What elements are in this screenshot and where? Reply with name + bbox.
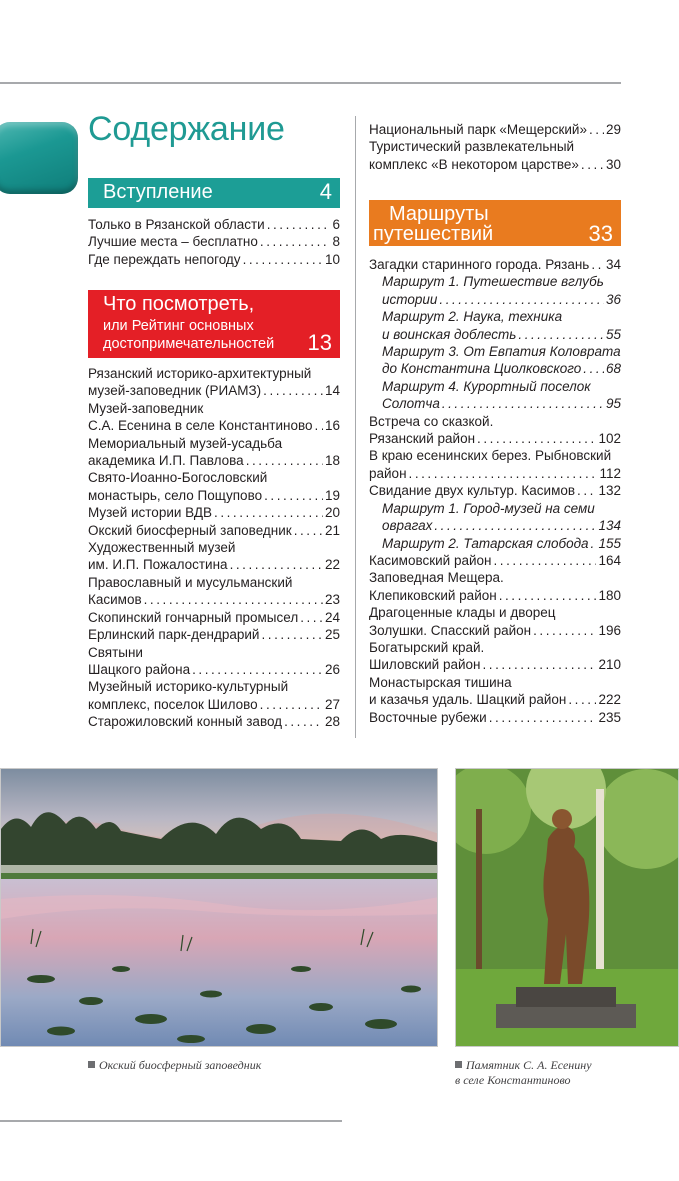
toc-list-routes (369, 256, 621, 726)
toc-page-number: 55 (605, 326, 621, 342)
toc-entry-title: оврагах (382, 518, 433, 534)
toc-page-number: 23 (324, 592, 340, 608)
section-page-number: 33 (588, 221, 613, 246)
toc-entry-title: Скопинский гончарный промысел (88, 609, 299, 625)
toc-entry-title: Только в Рязанской области (88, 217, 265, 232)
toc-page-number: 36 (605, 291, 621, 307)
toc-page-number: 68 (605, 361, 621, 377)
toc-page-number: 180 (598, 587, 621, 603)
toc-entry-title: им. И.П. Пожалостина (88, 557, 228, 573)
toc-leader-dots (577, 482, 596, 499)
toc-entry-title-line: Рязанский историко-архитектурный (88, 366, 312, 381)
caption-text: Окский биосферный заповедник (99, 1058, 262, 1072)
toc-entry[interactable] (88, 365, 340, 400)
toc-entry-title: Загадки старинного города. Рязань (369, 257, 590, 272)
toc-entry[interactable] (369, 500, 621, 535)
toc-entry-title: музей-заповедник (РИАМЗ) (88, 383, 262, 399)
section-header-routes[interactable] (369, 200, 621, 246)
toc-entry[interactable] (88, 522, 340, 539)
toc-leader-dots (589, 121, 604, 138)
toc-entry-title-line: Маршрут 1. Город-музей на семи (382, 500, 595, 516)
section-page-number: 13 (307, 330, 332, 355)
toc-page-number: 196 (598, 622, 621, 638)
toc-page-number: 24 (324, 609, 340, 625)
esenin-monument-photo (455, 768, 679, 1047)
toc-leader-dots (230, 556, 323, 573)
toc-page-number: 102 (598, 431, 621, 447)
toc-leader-dots (493, 552, 596, 569)
toc-entry-title-line: Монастырская тишина (369, 674, 512, 690)
toc-entry-title: до Константина Циолковского (382, 361, 582, 377)
toc-entry-title-line: Мемориальный музей-усадьба (88, 435, 283, 451)
section-subtitle-line: достопримечательностей (103, 336, 275, 352)
toc-page-number: 112 (599, 465, 621, 481)
toc-leader-dots (489, 709, 597, 726)
toc-entry[interactable] (369, 121, 621, 138)
toc-entry-title: Солотча (382, 396, 440, 412)
section-header-intro[interactable] (88, 178, 340, 208)
toc-entry-title: и казачья удаль. Шацкий район (369, 692, 567, 708)
toc-page-number: 155 (598, 535, 621, 551)
toc-page-number: 235 (598, 709, 621, 725)
toc-list-continued (369, 121, 621, 173)
toc-leader-dots (294, 522, 323, 539)
toc-entry[interactable] (88, 678, 340, 713)
toc-entry[interactable] (88, 216, 340, 233)
toc-leader-dots (439, 291, 604, 308)
section-title: Вступление (103, 181, 213, 203)
toc-entry-title: Национальный парк «Мещерский» (369, 122, 587, 137)
toc-entry-title: Золушки. Спасский район (369, 622, 532, 638)
toc-page-number: 210 (598, 657, 621, 673)
toc-entry[interactable] (369, 709, 621, 726)
toc-entry-title: Клепиковский район (369, 587, 497, 603)
section-title: Что посмотреть, (103, 293, 255, 315)
toc-leader-dots (267, 216, 331, 233)
toc-entry[interactable] (369, 138, 621, 173)
toc-entry[interactable] (88, 574, 340, 609)
toc-page-number: 18 (324, 453, 340, 469)
toc-leader-dots (260, 233, 331, 250)
toc-entry-title-line: Художественный музей (88, 540, 236, 556)
toc-entry-title: истории (382, 291, 438, 307)
toc-entry[interactable] (88, 469, 340, 504)
toc-entry-title: Лучшие места – бесплатно (88, 234, 258, 250)
toc-entry-title: Окский биосферный заповедник (88, 522, 292, 538)
page-title: Содержание (88, 110, 285, 148)
toc-entry-title-line: Богатырский край. (369, 639, 485, 655)
toc-entry-title-line: Маршрут 4. Курортный поселок (382, 378, 591, 394)
toc-entry-title: комплекс «В некотором царстве» (369, 156, 579, 172)
toc-entry[interactable] (369, 378, 621, 413)
oka-reserve-photo (0, 768, 438, 1047)
toc-leader-dots (518, 326, 604, 343)
toc-entry[interactable] (369, 569, 621, 604)
caption-text: в селе Константиново (455, 1073, 571, 1087)
toc-page-number: 27 (324, 696, 340, 712)
toc-leader-dots (477, 430, 596, 447)
toc-entry-title-line: Маршрут 2. Наука, техника (382, 309, 563, 325)
toc-leader-dots (434, 517, 596, 534)
toc-page-number: 10 (324, 251, 340, 267)
toc-entry-title-line: Туристический развлекательный (369, 139, 575, 155)
toc-leader-dots (568, 691, 596, 708)
toc-leader-dots (284, 713, 323, 730)
toc-page-number: 14 (324, 383, 340, 399)
toc-entry[interactable] (369, 308, 621, 343)
toc-page-number: 21 (324, 522, 340, 538)
toc-entry[interactable] (369, 639, 621, 674)
toc-page-number: 20 (324, 505, 340, 521)
toc-entry[interactable] (88, 504, 340, 521)
toc-page-number: 95 (605, 396, 621, 412)
toc-entry-title: Шиловский район (369, 657, 481, 673)
toc-entry-title-line: Музейный историко-культурный (88, 679, 289, 695)
caption-bullet-icon (88, 1061, 95, 1068)
toc-entry-title: комплекс, поселок Шилово (88, 696, 258, 712)
toc-entry-title: Рязанский район (369, 431, 476, 447)
toc-entry[interactable] (88, 626, 340, 643)
section-header-sights[interactable] (88, 290, 340, 358)
toc-leader-dots (214, 504, 323, 521)
toc-leader-dots (243, 251, 323, 268)
toc-leader-dots (144, 591, 323, 608)
toc-leader-dots (583, 360, 604, 377)
toc-page-number: 28 (324, 714, 340, 730)
toc-entry[interactable] (369, 273, 621, 308)
toc-entry[interactable] (369, 343, 621, 378)
toc-entry[interactable] (369, 552, 621, 569)
caption-text: Памятник С. А. Есенину (466, 1058, 592, 1072)
toc-leader-dots (192, 661, 323, 678)
column-divider (355, 116, 356, 738)
toc-entry-title: Восточные рубежи (369, 709, 487, 725)
toc-page-number: 134 (598, 518, 621, 534)
section-title-line2: путешествий (373, 223, 494, 245)
toc-page-number: 30 (605, 156, 621, 172)
toc-leader-dots (261, 626, 323, 643)
toc-entry-title-line: Свято-Иоанно-Богословский (88, 470, 268, 486)
toc-page-number: 222 (598, 692, 621, 708)
toc-page-number: 19 (324, 487, 340, 503)
section-subtitle-line: или Рейтинг основных (103, 318, 254, 334)
toc-leader-dots (591, 535, 597, 552)
toc-entry-title-line: В краю есенинских берез. Рыбновский (369, 448, 612, 464)
toc-leader-dots (533, 622, 596, 639)
toc-page-number: 164 (598, 552, 621, 568)
toc-entry[interactable] (88, 400, 340, 435)
toc-entry-title-line: Музей-заповедник (88, 400, 204, 416)
toc-page-number: 25 (324, 627, 340, 643)
toc-entry-title: Ерлинский парк-дендрарий (88, 627, 260, 643)
section-page-number: 4 (319, 179, 332, 204)
toc-page-number: 16 (324, 418, 340, 434)
toc-leader-dots (246, 452, 323, 469)
toc-entry[interactable] (88, 609, 340, 626)
toc-entry-title-line: Маршрут 1. Путешествие вглубь (382, 274, 604, 290)
toc-entry-title-line: Заповедная Мещера. (369, 570, 504, 586)
photo-caption (455, 1058, 592, 1088)
toc-leader-dots (591, 256, 604, 273)
toc-leader-dots (300, 609, 323, 626)
toc-entry[interactable] (369, 482, 621, 499)
toc-entry-title: район (369, 465, 407, 481)
toc-page-number: 132 (598, 483, 621, 499)
toc-entry-title: Касимов (88, 592, 142, 608)
top-rule (0, 82, 621, 84)
toc-entry-title: Свидание двух культур. Касимов (369, 483, 576, 499)
toc-page-number: 6 (332, 217, 340, 232)
toc-entry-title-line: Православный и мусульманский (88, 574, 293, 590)
toc-leader-dots (442, 395, 604, 412)
toc-entry-title: Старожиловский конный завод (88, 714, 283, 730)
caption-bullet-icon (455, 1061, 462, 1068)
toc-entry[interactable] (88, 251, 340, 268)
toc-leader-dots (264, 487, 323, 504)
toc-entry[interactable] (369, 535, 621, 552)
toc-entry[interactable] (88, 644, 340, 679)
toc-entry[interactable] (88, 233, 340, 250)
toc-entry[interactable] (369, 413, 621, 448)
toc-entry-title: Шацкого района (88, 661, 191, 677)
toc-leader-dots (409, 465, 598, 482)
toc-page-number: 22 (324, 557, 340, 573)
bottom-rule (0, 1120, 342, 1122)
section-tab-marker (0, 122, 78, 194)
toc-entry-title-line: Святыни (88, 644, 143, 660)
section-title: Маршруты (389, 203, 489, 225)
toc-entry-title-line: Маршрут 3. От Евпатия Коловрата (382, 344, 621, 360)
toc-page-number: 29 (605, 122, 621, 137)
toc-page-number: 26 (324, 661, 340, 677)
toc-entry-title: академика И.П. Павлова (88, 453, 244, 469)
toc-leader-dots (482, 656, 596, 673)
toc-entry-title: Музей истории ВДВ (88, 505, 213, 521)
toc-entry-title-line: Драгоценные клады и дворец (369, 605, 556, 621)
toc-page-number: 8 (332, 234, 340, 250)
photo-caption (88, 1058, 261, 1073)
toc-entry[interactable] (88, 713, 340, 730)
toc-leader-dots (263, 382, 323, 399)
toc-entry-title: Маршрут 2. Татарская слобода (382, 535, 589, 551)
toc-list-sights (88, 365, 340, 731)
toc-entry-title: монастырь, село Пощупово (88, 487, 263, 503)
toc-entry-title: Касимовский район (369, 552, 492, 568)
toc-entry-title: и воинская доблесть (382, 326, 517, 342)
toc-entry-title-line: Встреча со сказкой. (369, 413, 494, 429)
toc-entry[interactable] (369, 674, 621, 709)
toc-entry-title: Где переждать непогоду (88, 251, 241, 267)
toc-leader-dots (499, 587, 597, 604)
toc-list-intro (88, 216, 340, 268)
toc-entry-title: С.А. Есенина в селе Константиново (88, 418, 313, 434)
toc-entry[interactable] (88, 539, 340, 574)
toc-page-number: 34 (605, 257, 621, 272)
toc-entry[interactable] (369, 256, 621, 273)
toc-entry[interactable] (88, 435, 340, 470)
toc-entry[interactable] (369, 447, 621, 482)
toc-leader-dots (581, 156, 604, 173)
toc-entry[interactable] (369, 604, 621, 639)
toc-leader-dots (260, 696, 323, 713)
toc-leader-dots (314, 417, 322, 434)
